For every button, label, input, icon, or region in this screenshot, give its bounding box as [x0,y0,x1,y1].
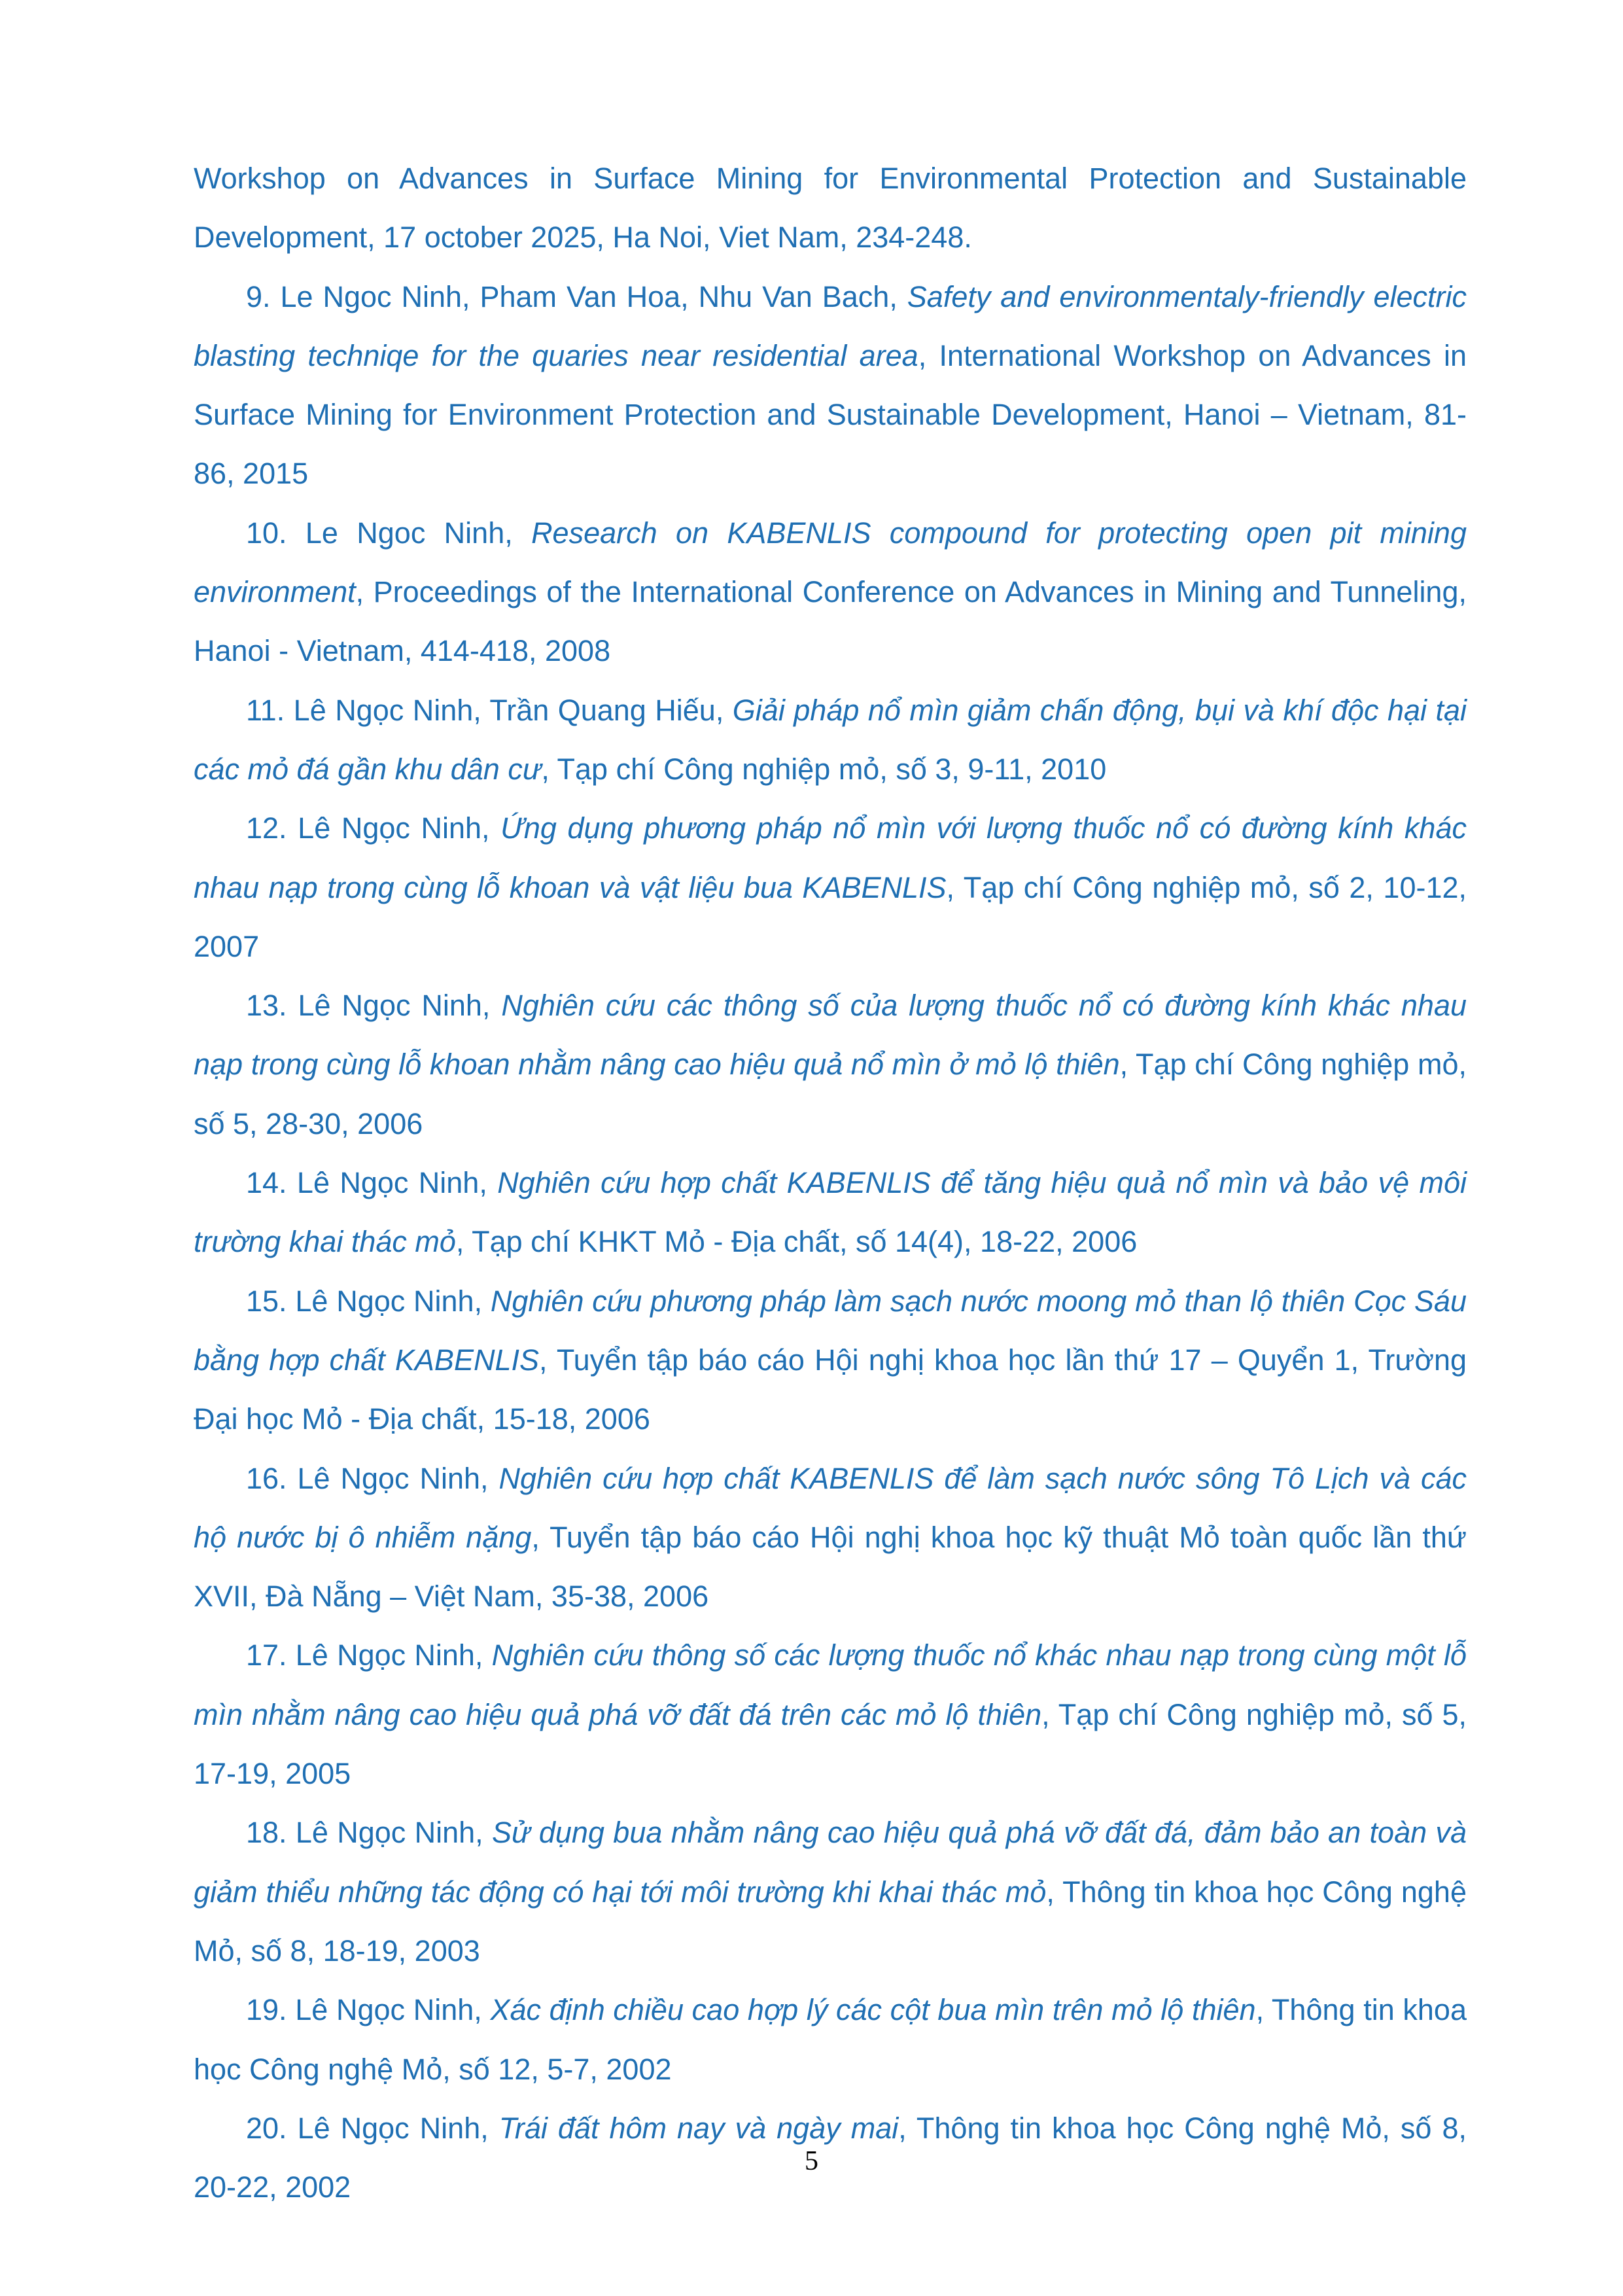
entry-title: Giải pháp nổ mìn giảm chấn động, bụi và khí độc hại tại các mỏ đá gần khu dân cư [194,693,1467,786]
entry-source: , Tạp chí Công nghiệp mỏ, số 2, 10-12, 2007 [194,870,1467,963]
entry-title: Safety and environmentaly-friendly electric blasting techniqe for the quaries near residential area [194,279,1467,372]
reference-entry-15 [194,1272,1467,1449]
entry-lead: 18. Lê Ngọc Ninh, [246,1816,493,1850]
reference-entry-9 [194,268,1467,504]
entry-title: Nghiên cứu các thông số của lượng thuốc nổ có đường kính khác nhau nạp trong cùng lỗ khoan nhằm nâng cao hiệu quả nổ mìn ở mỏ lộ thiên [194,989,1467,1082]
reference-entry-10 [194,504,1467,681]
page-number: 5 [805,2146,818,2176]
entry-lead: 10. Le Ngoc Ninh, [246,516,532,550]
entry-title: Nghiên cứu hợp chất KABENLIS để tăng hiệu quả nổ mìn và bảo vệ môi trường khai thác mỏ [194,1166,1467,1259]
reference-entry-17 [194,1626,1467,1803]
entry-lead: 14. Lê Ngọc Ninh, [246,1166,498,1200]
reference-entry-12 [194,799,1467,976]
reference-entry-16 [194,1449,1467,1627]
entry-source: , Tuyển tập báo cáo Hội nghị khoa học lần thứ 17 – Quyển 1, Trường Đại học Mỏ - Địa chất, 15-18, 2006 [194,1343,1467,1436]
entry-source: , Thông tin khoa học Công nghệ Mỏ, số 8, 20-22, 2002 [194,2111,1467,2204]
entry-lead: 17. Lê Ngọc Ninh, [246,1638,492,1672]
entry-title: Xác định chiều cao hợp lý các cột bua mìn trên mỏ lộ thiên [490,1993,1256,2027]
entry-source: , International Workshop on Advances in Surface Mining for Environment Protection and Sustainable Development, Hanoi – Vietnam, 81-86, 2015 [194,338,1467,491]
entry-title: Research on KABENLIS compound for protecting open pit mining environment [194,516,1467,609]
reference-entry-19 [194,1981,1467,2099]
entry-source: , Proceedings of the International Conference on Advances in Mining and Tunneling, Hanoi - Vietnam, 414-418, 2008 [194,575,1467,668]
entry-source: Workshop on Advances in Surface Mining for Environmental Protection and Sustainable Development, 17 october 2025, Ha Noi, Viet Nam, 234-248. [194,162,1467,255]
entry-title: Nghiên cứu phương pháp làm sạch nước moong mỏ than lộ thiên Cọc Sáu bằng hợp chất KABENLIS [194,1284,1467,1377]
reference-entry-8-continued [194,149,1467,268]
entry-lead: 13. Lê Ngọc Ninh, [246,989,502,1023]
entry-lead: 16. Lê Ngọc Ninh, [246,1461,499,1495]
entry-source: , Tạp chí Công nghiệp mỏ, số 5, 17-19, 2005 [194,1697,1467,1791]
entry-lead: 12. Lê Ngọc Ninh, [246,811,501,845]
entry-lead: 19. Lê Ngọc Ninh, [246,1993,491,2027]
entry-source: , Tạp chí Công nghiệp mỏ, số 3, 9-11, 2010 [541,752,1107,786]
entry-source: , Thông tin khoa học Công nghệ Mỏ, số 12, 5-7, 2002 [194,1993,1467,2086]
entry-title: Trái đất hôm nay và ngày mai [498,2111,899,2145]
publication-list [194,149,1467,2217]
reference-entry-18 [194,1803,1467,1981]
entry-title: Sử dụng bua nhằm nâng cao hiệu quả phá vỡ đất đá, đảm bảo an toàn và giảm thiểu những tác động có hại tới môi trường khi khai thác mỏ [194,1816,1467,1909]
entry-source: , Tuyển tập báo cáo Hội nghị khoa học kỹ thuật Mỏ toàn quốc lần thứ XVII, Đà Nẵng – Việt Nam, 35-38, 2006 [194,1520,1467,1614]
reference-entry-11 [194,681,1467,800]
entry-title: Ứng dụng phương pháp nổ mìn với lượng thuốc nổ có đường kính khác nhau nạp trong cùng lỗ khoan và vật liệu bua KABENLIS [194,811,1467,904]
entry-title: Nghiên cứu hợp chất KABENLIS để làm sạch nước sông Tô Lịch và các hộ nước bị ô nhiễm nặng [194,1461,1467,1554]
entry-source: , Tạp chí KHKT Mỏ - Địa chất, số 14(4), 18-22, 2006 [455,1225,1138,1259]
reference-entry-14 [194,1154,1467,1272]
entry-title: Nghiên cứu thông số các lượng thuốc nổ khác nhau nạp trong cùng một lỗ mìn nhằm nâng cao hiệu quả phá vỡ đất đá trên các mỏ lộ thiên [194,1638,1467,1731]
entry-source: , Thông tin khoa học Công nghệ Mỏ, số 8, 18-19, 2003 [194,1875,1467,1968]
reference-entry-13 [194,976,1467,1154]
entry-lead: 11. Lê Ngọc Ninh, Trần Quang Hiếu, [246,693,733,727]
entry-lead: 20. Lê Ngọc Ninh, [246,2111,499,2145]
entry-source: , Tạp chí Công nghiệp mỏ, số 5, 28-30, 2006 [194,1048,1467,1140]
entry-lead: 9. Le Ngoc Ninh, Pham Van Hoa, Nhu Van Bach, [246,279,907,313]
entry-lead: 15. Lê Ngọc Ninh, [246,1284,491,1318]
